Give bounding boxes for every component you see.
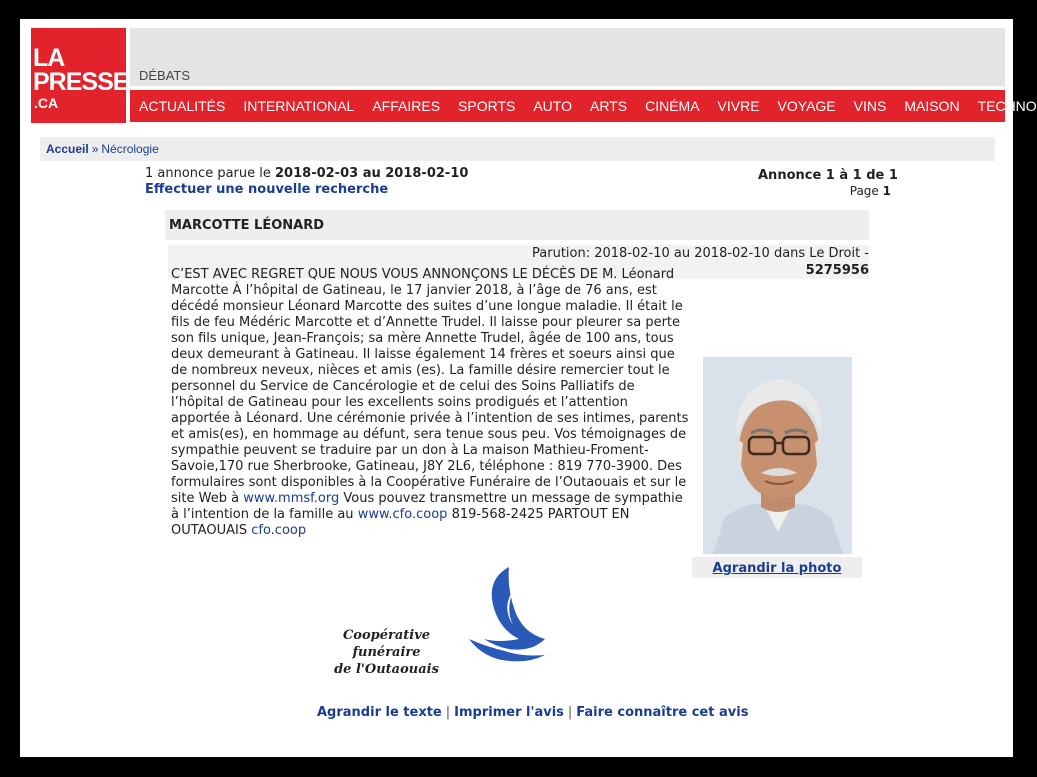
- results-count-text: 1 annonce parue le: [145, 166, 271, 181]
- notice-text-part1: C’EST AVEC REGRET QUE NOUS VOUS ANNONÇONS LE DÉCÈS DE M. Léonard Marcotte À l’hôpital de Gatineau, le 17 janvier 2018, à l’âge de 76 ans, est décédé monsieur Léonard Marcotte des suites d’une longue maladie. Il était le fils de feu Médéric Marcotte et d’Annette Trudel. Il laisse pour pleurer sa perte son fils unique, Jean-François; sa mère Annette Trudel, âgée de 100 ans, tous deux demeurant à Gatineau. Il laisse également 14 frères et soeurs ainsi que de nombreux neveux, nièces et amis (es). La famille désire remercier tout le personnel du Service de Cancérologie et de celui des Soins Palliatifs de l’hôpital de Gatineau pour les excellents soins prodigués et l’attention apportée à Léonard. Une cérémonie privée à l’intention de ses intimes, parents et amis(es), en hommage au défunt, sera tenue sous peu. Vos témoignages de sympathie peuvent se traduire par un don à La maison Mathieu-Froment-Savoie,170 rue Sherbrooke, Gatineau, J8Y 2L6, téléphone : 819 770-3900. Des formulaires sont disponibles à la Coopérative Funéraire de l’Outaouais et sur le site Web à: [171, 267, 689, 506]
- footer-links: [317, 705, 748, 720]
- share-notice-link[interactable]: Faire connaître cet avis: [576, 705, 749, 720]
- coop-logo-text: [309, 627, 464, 678]
- page-number: 1: [882, 184, 891, 198]
- obituary-notice: [165, 210, 869, 580]
- footer-separator: |: [445, 705, 451, 720]
- enlarge-text-link[interactable]: Agrandir le texte: [317, 705, 442, 720]
- cfo-link[interactable]: www.cfo.coop: [357, 507, 448, 522]
- notice-body: [171, 267, 689, 539]
- logo-line2: PRESSE: [33, 68, 129, 96]
- section-label[interactable]: DÉBATS: [139, 68, 191, 83]
- page-label: Page: [849, 184, 879, 198]
- nav-item-techno[interactable]: TECHNO: [977, 98, 1037, 114]
- notice-text-part3: 819-568-2425 PARTOUT EN OUTAOUAIS: [171, 507, 630, 538]
- coop-logo-line1: Coopérative funéraire: [342, 628, 431, 660]
- parution-text: Parution: 2018-02-10 au 2018-02-10 dans Le Droit -: [532, 246, 869, 261]
- lapresse-logo[interactable]: [31, 28, 129, 123]
- footer-separator: |: [567, 705, 573, 720]
- nav-item-vivre[interactable]: VIVRE: [717, 98, 760, 114]
- nav-item-sports[interactable]: SPORTS: [458, 98, 516, 114]
- enlarge-photo-link[interactable]: Agrandir la photo: [712, 561, 842, 576]
- mmsf-link[interactable]: www.mmsf.org: [243, 491, 340, 506]
- photo-caption-bar: [692, 557, 862, 578]
- nav-item-maison[interactable]: MAISON: [904, 98, 960, 114]
- print-notice-link[interactable]: Imprimer l'avis: [454, 705, 564, 720]
- nav-item-cinema[interactable]: CINÉMA: [645, 98, 700, 114]
- annonce-count: Annonce 1 à 1 de 1: [758, 168, 898, 183]
- breadcrumb-home-link[interactable]: Accueil: [46, 142, 89, 156]
- nav-item-vins[interactable]: VINS: [853, 98, 887, 114]
- parution-id: 5275956: [805, 263, 869, 278]
- breadcrumb: [40, 137, 995, 161]
- portrait-illustration: [703, 357, 852, 554]
- nav-item-affaires[interactable]: AFFAIRES: [372, 98, 441, 114]
- coop-logo-line2: de l'Outaouais: [334, 662, 439, 677]
- deceased-photo[interactable]: [703, 357, 852, 554]
- nav-item-international[interactable]: INTERNATIONAL: [243, 98, 355, 114]
- main-nav: [130, 90, 1037, 122]
- notice-title-bar: [165, 210, 869, 240]
- logo-line3: .CA: [34, 95, 59, 111]
- nav-item-voyage[interactable]: VOYAGE: [777, 98, 836, 114]
- breadcrumb-current[interactable]: Nécrologie: [101, 142, 159, 156]
- notice-name: MARCOTTE LÉONARD: [169, 218, 324, 233]
- nav-item-actualites[interactable]: ACTUALITÉS: [139, 98, 226, 114]
- new-search-link[interactable]: Effectuer une nouvelle recherche: [145, 182, 389, 197]
- results-date-range: 2018-02-03 au 2018-02-10: [275, 166, 469, 181]
- page-indicator: [850, 184, 891, 198]
- nav-item-auto[interactable]: AUTO: [533, 98, 572, 114]
- page: [20, 19, 1037, 757]
- cooperative-funeraire-logo: [309, 559, 549, 677]
- logo-line1: LA: [33, 44, 65, 72]
- breadcrumb-separator: »: [91, 142, 99, 156]
- nav-item-arts[interactable]: ARTS: [589, 98, 628, 114]
- results-summary: [145, 166, 468, 181]
- cfo-short-link[interactable]: cfo.coop: [251, 523, 307, 538]
- notice-text-part2: Vous pouvez transmettre un message de sympathie à l’intention de la famille au: [171, 491, 683, 522]
- section-header: [130, 28, 1005, 86]
